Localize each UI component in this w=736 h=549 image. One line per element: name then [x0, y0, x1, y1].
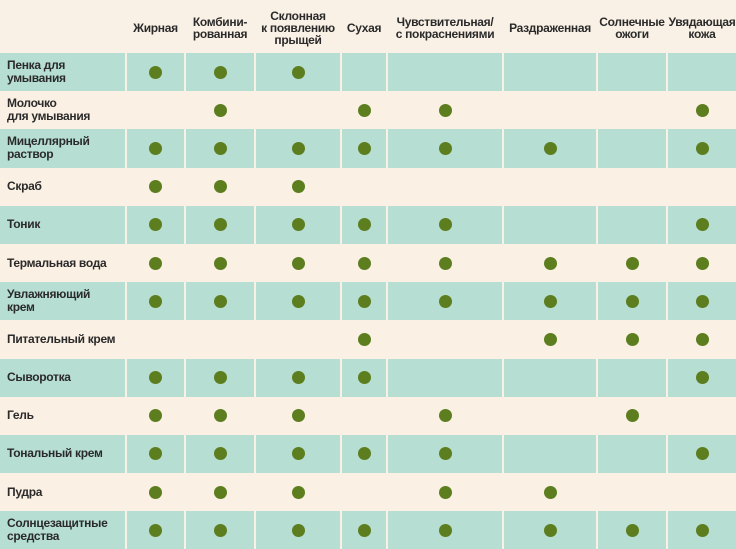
table-cell	[256, 511, 340, 549]
table-cell	[127, 129, 184, 167]
suitable-dot-icon	[214, 524, 227, 537]
suitable-dot-icon	[696, 524, 709, 537]
suitable-dot-icon	[149, 218, 162, 231]
suitable-dot-icon	[292, 371, 305, 384]
suitable-dot-icon	[696, 257, 709, 270]
table-cell	[388, 282, 502, 320]
suitable-dot-icon	[214, 486, 227, 499]
table-cell	[342, 359, 386, 397]
table-cell	[598, 397, 666, 435]
suitable-dot-icon	[214, 66, 227, 79]
table-cell	[668, 206, 736, 244]
table-cell	[186, 435, 254, 473]
table-cell	[256, 359, 340, 397]
column-header: Жирная	[133, 20, 178, 35]
table-cell	[668, 511, 736, 549]
suitable-dot-icon	[214, 409, 227, 422]
suitable-dot-icon	[358, 371, 371, 384]
table-cell	[186, 129, 254, 167]
table-cell	[342, 206, 386, 244]
table-cell	[256, 168, 340, 206]
table-cell	[388, 168, 502, 206]
column-header: Сухая	[346, 20, 382, 35]
suitable-dot-icon	[214, 447, 227, 460]
table-cell	[256, 282, 340, 320]
table-cell	[668, 53, 736, 91]
suitable-dot-icon	[626, 524, 639, 537]
row-label: Солнцезащитные средства	[0, 511, 125, 549]
suitable-dot-icon	[149, 257, 162, 270]
suitable-dot-icon	[696, 333, 709, 346]
table-cell	[186, 91, 254, 129]
row-label: Тональный крем	[0, 435, 125, 473]
suitable-dot-icon	[292, 295, 305, 308]
table-cell	[504, 473, 596, 511]
suitable-dot-icon	[292, 257, 305, 270]
table-cell	[186, 473, 254, 511]
suitable-dot-icon	[292, 180, 305, 193]
table-cell	[388, 206, 502, 244]
table-cell	[388, 129, 502, 167]
table-cell	[598, 282, 666, 320]
table-cell	[186, 511, 254, 549]
row-label: Пенка для умывания	[0, 53, 125, 91]
table-cell	[504, 397, 596, 435]
suitable-dot-icon	[149, 295, 162, 308]
column-header: Солнечные ожоги	[599, 14, 665, 41]
table-corner	[0, 0, 125, 53]
table-cell	[598, 359, 666, 397]
table-cell	[186, 244, 254, 282]
table-cell	[504, 359, 596, 397]
row-label: Термальная вода	[0, 244, 125, 282]
table-cell	[388, 244, 502, 282]
table-cell	[186, 53, 254, 91]
suitable-dot-icon	[292, 218, 305, 231]
table-cell	[127, 397, 184, 435]
suitable-dot-icon	[544, 486, 557, 499]
column-header: Комбини- рованная	[192, 14, 248, 41]
table-cell	[668, 91, 736, 129]
suitable-dot-icon	[439, 524, 452, 537]
table-cell	[127, 359, 184, 397]
table-cell	[127, 473, 184, 511]
table-cell	[186, 282, 254, 320]
table-cell	[598, 320, 666, 358]
table-cell	[256, 397, 340, 435]
table-cell	[256, 129, 340, 167]
table-cell	[342, 168, 386, 206]
table-cell	[256, 320, 340, 358]
table-cell	[127, 53, 184, 91]
table-cell	[256, 206, 340, 244]
suitable-dot-icon	[544, 257, 557, 270]
suitable-dot-icon	[544, 295, 557, 308]
row-label: Мицеллярный раствор	[0, 129, 125, 167]
suitable-dot-icon	[149, 371, 162, 384]
suitable-dot-icon	[626, 409, 639, 422]
table-cell	[256, 91, 340, 129]
suitable-dot-icon	[214, 295, 227, 308]
row-label: Питательный крем	[0, 320, 125, 358]
suitable-dot-icon	[696, 371, 709, 384]
table-cell	[342, 91, 386, 129]
table-cell	[668, 244, 736, 282]
table-cell	[504, 244, 596, 282]
table-cell	[186, 320, 254, 358]
suitable-dot-icon	[439, 218, 452, 231]
suitable-dot-icon	[358, 142, 371, 155]
table-cell	[186, 168, 254, 206]
table-cell	[668, 359, 736, 397]
table-cell	[668, 282, 736, 320]
table-cell	[127, 91, 184, 129]
suitable-dot-icon	[149, 66, 162, 79]
suitable-dot-icon	[439, 447, 452, 460]
table-cell	[127, 320, 184, 358]
table-cell	[342, 473, 386, 511]
table-cell	[668, 129, 736, 167]
table-cell	[186, 206, 254, 244]
table-cell	[668, 473, 736, 511]
table-cell	[127, 244, 184, 282]
suitable-dot-icon	[696, 295, 709, 308]
table-cell	[342, 244, 386, 282]
table-cell	[598, 244, 666, 282]
table-cell	[504, 168, 596, 206]
row-label: Сыворотка	[0, 359, 125, 397]
suitable-dot-icon	[292, 486, 305, 499]
table-cell	[127, 511, 184, 549]
row-label: Молочко для умывания	[0, 91, 125, 129]
suitable-dot-icon	[358, 218, 371, 231]
table-cell	[342, 320, 386, 358]
suitable-dot-icon	[214, 371, 227, 384]
suitable-dot-icon	[439, 295, 452, 308]
table-cell	[598, 435, 666, 473]
row-label: Увлажняющий крем	[0, 282, 125, 320]
suitable-dot-icon	[214, 142, 227, 155]
row-label: Скраб	[0, 168, 125, 206]
table-cell	[598, 129, 666, 167]
suitable-dot-icon	[358, 104, 371, 117]
suitable-dot-icon	[149, 142, 162, 155]
table-cell	[598, 473, 666, 511]
row-label: Гель	[0, 397, 125, 435]
suitable-dot-icon	[626, 295, 639, 308]
suitable-dot-icon	[696, 218, 709, 231]
suitable-dot-icon	[149, 524, 162, 537]
table-cell	[342, 435, 386, 473]
table-cell	[388, 53, 502, 91]
table-cell	[388, 435, 502, 473]
suitable-dot-icon	[439, 142, 452, 155]
suitable-dot-icon	[358, 257, 371, 270]
table-cell	[127, 206, 184, 244]
suitable-dot-icon	[149, 447, 162, 460]
table-cell	[598, 168, 666, 206]
table-cell	[504, 53, 596, 91]
table-cell	[598, 91, 666, 129]
suitable-dot-icon	[358, 333, 371, 346]
table-cell	[504, 206, 596, 244]
table-cell	[342, 397, 386, 435]
table-cell	[388, 511, 502, 549]
table-cell	[388, 320, 502, 358]
table-cell	[598, 53, 666, 91]
table-cell	[127, 168, 184, 206]
table-cell	[668, 397, 736, 435]
suitable-dot-icon	[292, 447, 305, 460]
column-header: Чувствительная/ с покраснениями	[395, 14, 495, 41]
suitable-dot-icon	[292, 524, 305, 537]
column-header: Раздраженная	[509, 20, 591, 35]
suitable-dot-icon	[149, 409, 162, 422]
suitable-dot-icon	[544, 524, 557, 537]
table-cell	[342, 53, 386, 91]
suitable-dot-icon	[696, 104, 709, 117]
suitable-dot-icon	[439, 409, 452, 422]
suitable-dot-icon	[439, 104, 452, 117]
table-cell	[127, 282, 184, 320]
suitable-dot-icon	[358, 524, 371, 537]
table-cell	[388, 473, 502, 511]
table-cell	[256, 473, 340, 511]
column-header: Склонная к появлению прыщей	[261, 8, 335, 47]
table-cell	[504, 435, 596, 473]
table-cell	[598, 206, 666, 244]
table-cell	[504, 129, 596, 167]
table-cell	[598, 511, 666, 549]
suitable-dot-icon	[626, 257, 639, 270]
suitable-dot-icon	[149, 180, 162, 193]
table-cell	[668, 320, 736, 358]
table-cell	[256, 53, 340, 91]
table-cell	[256, 435, 340, 473]
suitable-dot-icon	[292, 142, 305, 155]
suitable-dot-icon	[439, 486, 452, 499]
suitable-dot-icon	[292, 409, 305, 422]
table-cell	[186, 397, 254, 435]
table-cell	[504, 320, 596, 358]
table-cell	[504, 282, 596, 320]
suitable-dot-icon	[696, 447, 709, 460]
row-label: Пудра	[0, 473, 125, 511]
table-cell	[342, 282, 386, 320]
table-cell	[668, 435, 736, 473]
suitable-dot-icon	[358, 447, 371, 460]
table-cell	[342, 129, 386, 167]
table-cell	[388, 397, 502, 435]
suitable-dot-icon	[544, 333, 557, 346]
row-label: Тоник	[0, 206, 125, 244]
table-cell	[504, 91, 596, 129]
table-cell	[388, 91, 502, 129]
suitable-dot-icon	[214, 218, 227, 231]
suitable-dot-icon	[292, 66, 305, 79]
suitable-dot-icon	[149, 486, 162, 499]
table-cell	[186, 359, 254, 397]
suitable-dot-icon	[214, 257, 227, 270]
table-cell	[342, 511, 386, 549]
suitable-dot-icon	[544, 142, 557, 155]
suitable-dot-icon	[358, 295, 371, 308]
suitable-dot-icon	[214, 180, 227, 193]
table-cell	[388, 359, 502, 397]
table-cell	[504, 511, 596, 549]
suitable-dot-icon	[439, 257, 452, 270]
column-header: Увядающая кожа	[668, 14, 736, 41]
table-cell	[256, 244, 340, 282]
suitable-dot-icon	[214, 104, 227, 117]
table-cell	[668, 168, 736, 206]
table-cell	[127, 435, 184, 473]
suitable-dot-icon	[696, 142, 709, 155]
suitable-dot-icon	[626, 333, 639, 346]
